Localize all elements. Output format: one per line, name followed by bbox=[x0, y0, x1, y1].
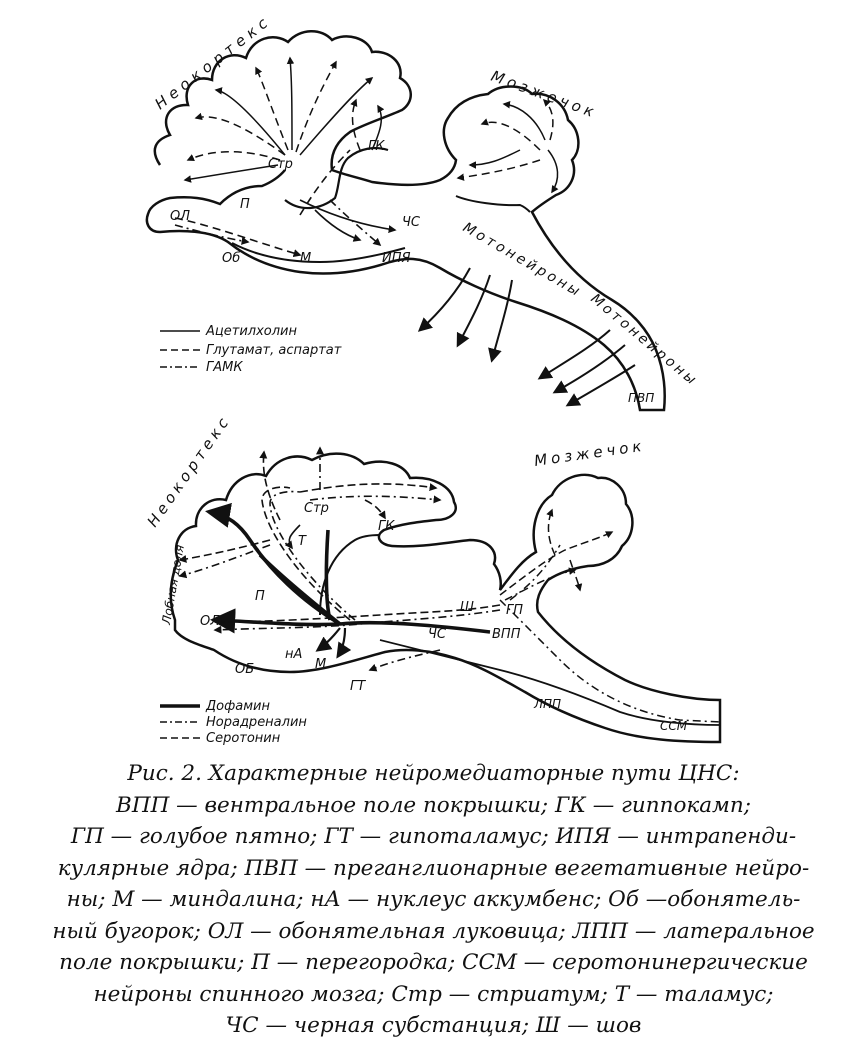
bottom-diagram bbox=[144, 411, 720, 746]
top-motoneurons-label-2: Мотонейроны bbox=[587, 290, 702, 390]
bottom-legend bbox=[160, 699, 307, 746]
caption-line: ЧС — черная субстанция; Ш — шов bbox=[225, 1013, 642, 1038]
top-gk-label: ГК bbox=[368, 139, 385, 154]
bottom-gp-label: ГП bbox=[506, 603, 524, 618]
top-str-label: Стр bbox=[268, 157, 293, 172]
top-legend-item-1: Ацетилхолин bbox=[206, 324, 297, 339]
top-ipya-label: ИПЯ bbox=[382, 251, 411, 266]
top-ol-label: ОЛ bbox=[170, 209, 191, 224]
bottom-legend-item-2: Норадреналин bbox=[206, 715, 307, 730]
top-legend-item-2: Глутамат, аспартат bbox=[206, 343, 342, 358]
caption-line: Рис. 2. Характерные нейромедиаторные пути ЦНС: bbox=[127, 761, 740, 786]
caption-line: ГП — голубое пятно; ГТ — гипоталамус; ИПЯ — интрапенди- bbox=[70, 824, 797, 849]
figure-caption bbox=[20, 758, 847, 1042]
bottom-t-label: Т bbox=[298, 534, 306, 549]
top-p-label: П bbox=[240, 197, 250, 212]
bottom-ob-label: ОБ bbox=[235, 662, 255, 677]
caption-line: поле покрышки; П — перегородка; ССМ — серотонинергические bbox=[59, 950, 808, 975]
bottom-dopamine-pathways bbox=[210, 512, 490, 632]
bottom-amygdala-arrows bbox=[318, 628, 345, 656]
bottom-neocortex-label: Неокортекс bbox=[143, 411, 235, 531]
bottom-frontal-lobe-label: Лобная доля bbox=[159, 543, 187, 626]
bottom-sh-label: Ш bbox=[460, 600, 474, 615]
top-pvp-label: ПВП bbox=[628, 391, 655, 405]
top-diagram bbox=[147, 11, 701, 410]
top-cerebellum-label: Мозжечок bbox=[488, 66, 600, 123]
bottom-lpp-label: ЛПП bbox=[534, 697, 562, 711]
caption-line: кулярные ядра; ПВП — преганглионарные вегетативные нейро- bbox=[57, 855, 810, 881]
top-brainstem-fold bbox=[285, 148, 388, 208]
top-ob-label: Об bbox=[222, 251, 241, 266]
top-legend-item-3: ГАМК bbox=[206, 360, 243, 375]
bottom-legend-item-3: Серотонин bbox=[206, 731, 281, 746]
bottom-gk-label: ГК bbox=[378, 519, 395, 534]
bottom-chs-label: ЧС bbox=[428, 627, 446, 642]
bottom-p-label: П bbox=[255, 589, 265, 604]
top-legend bbox=[160, 324, 342, 375]
caption-line: ны; М — миндалина; нА — нуклеус аккумбенс; Об —обонятель- bbox=[66, 887, 801, 912]
bottom-brainstem-contour bbox=[380, 640, 720, 725]
bottom-gt-label: ГТ bbox=[350, 679, 366, 694]
bottom-na-label: нА bbox=[285, 647, 303, 662]
top-motoneuron-arrows bbox=[420, 268, 635, 405]
bottom-ssm-label: ССМ bbox=[660, 719, 688, 733]
bottom-lpp-path bbox=[500, 600, 720, 722]
caption-line: ВПП — вентральное поле покрышки; ГК — гиппокамп; bbox=[116, 792, 751, 818]
top-cerebellar-projections bbox=[458, 100, 558, 192]
bottom-legend-item-1: Дофамин bbox=[206, 699, 270, 714]
bottom-monoamine-bundles bbox=[180, 448, 500, 630]
bottom-cerebellum-label: Мозжечок bbox=[533, 436, 647, 470]
caption-line: нейроны спинного мозга; Стр — стриатум; Т — таламус; bbox=[93, 981, 774, 1007]
bottom-ol-label: ОЛ bbox=[200, 614, 221, 629]
bottom-m-label: М bbox=[315, 657, 327, 672]
top-motoneurons-label-1: Мотонейроны bbox=[460, 219, 585, 301]
bottom-cerebellar-projections bbox=[500, 510, 612, 600]
bottom-str-label: Стр bbox=[304, 501, 329, 516]
caption-line: ный бугорок; ОЛ — обонятельная луковица; ЛПП — латеральное bbox=[52, 918, 815, 944]
top-m-label: М bbox=[300, 251, 312, 266]
bottom-vpp-label: ВПП bbox=[492, 627, 521, 642]
top-chs-label: ЧС bbox=[402, 215, 420, 230]
top-neocortex-label: Неокортекс bbox=[151, 11, 275, 114]
top-hindbrain-contour bbox=[456, 196, 530, 212]
